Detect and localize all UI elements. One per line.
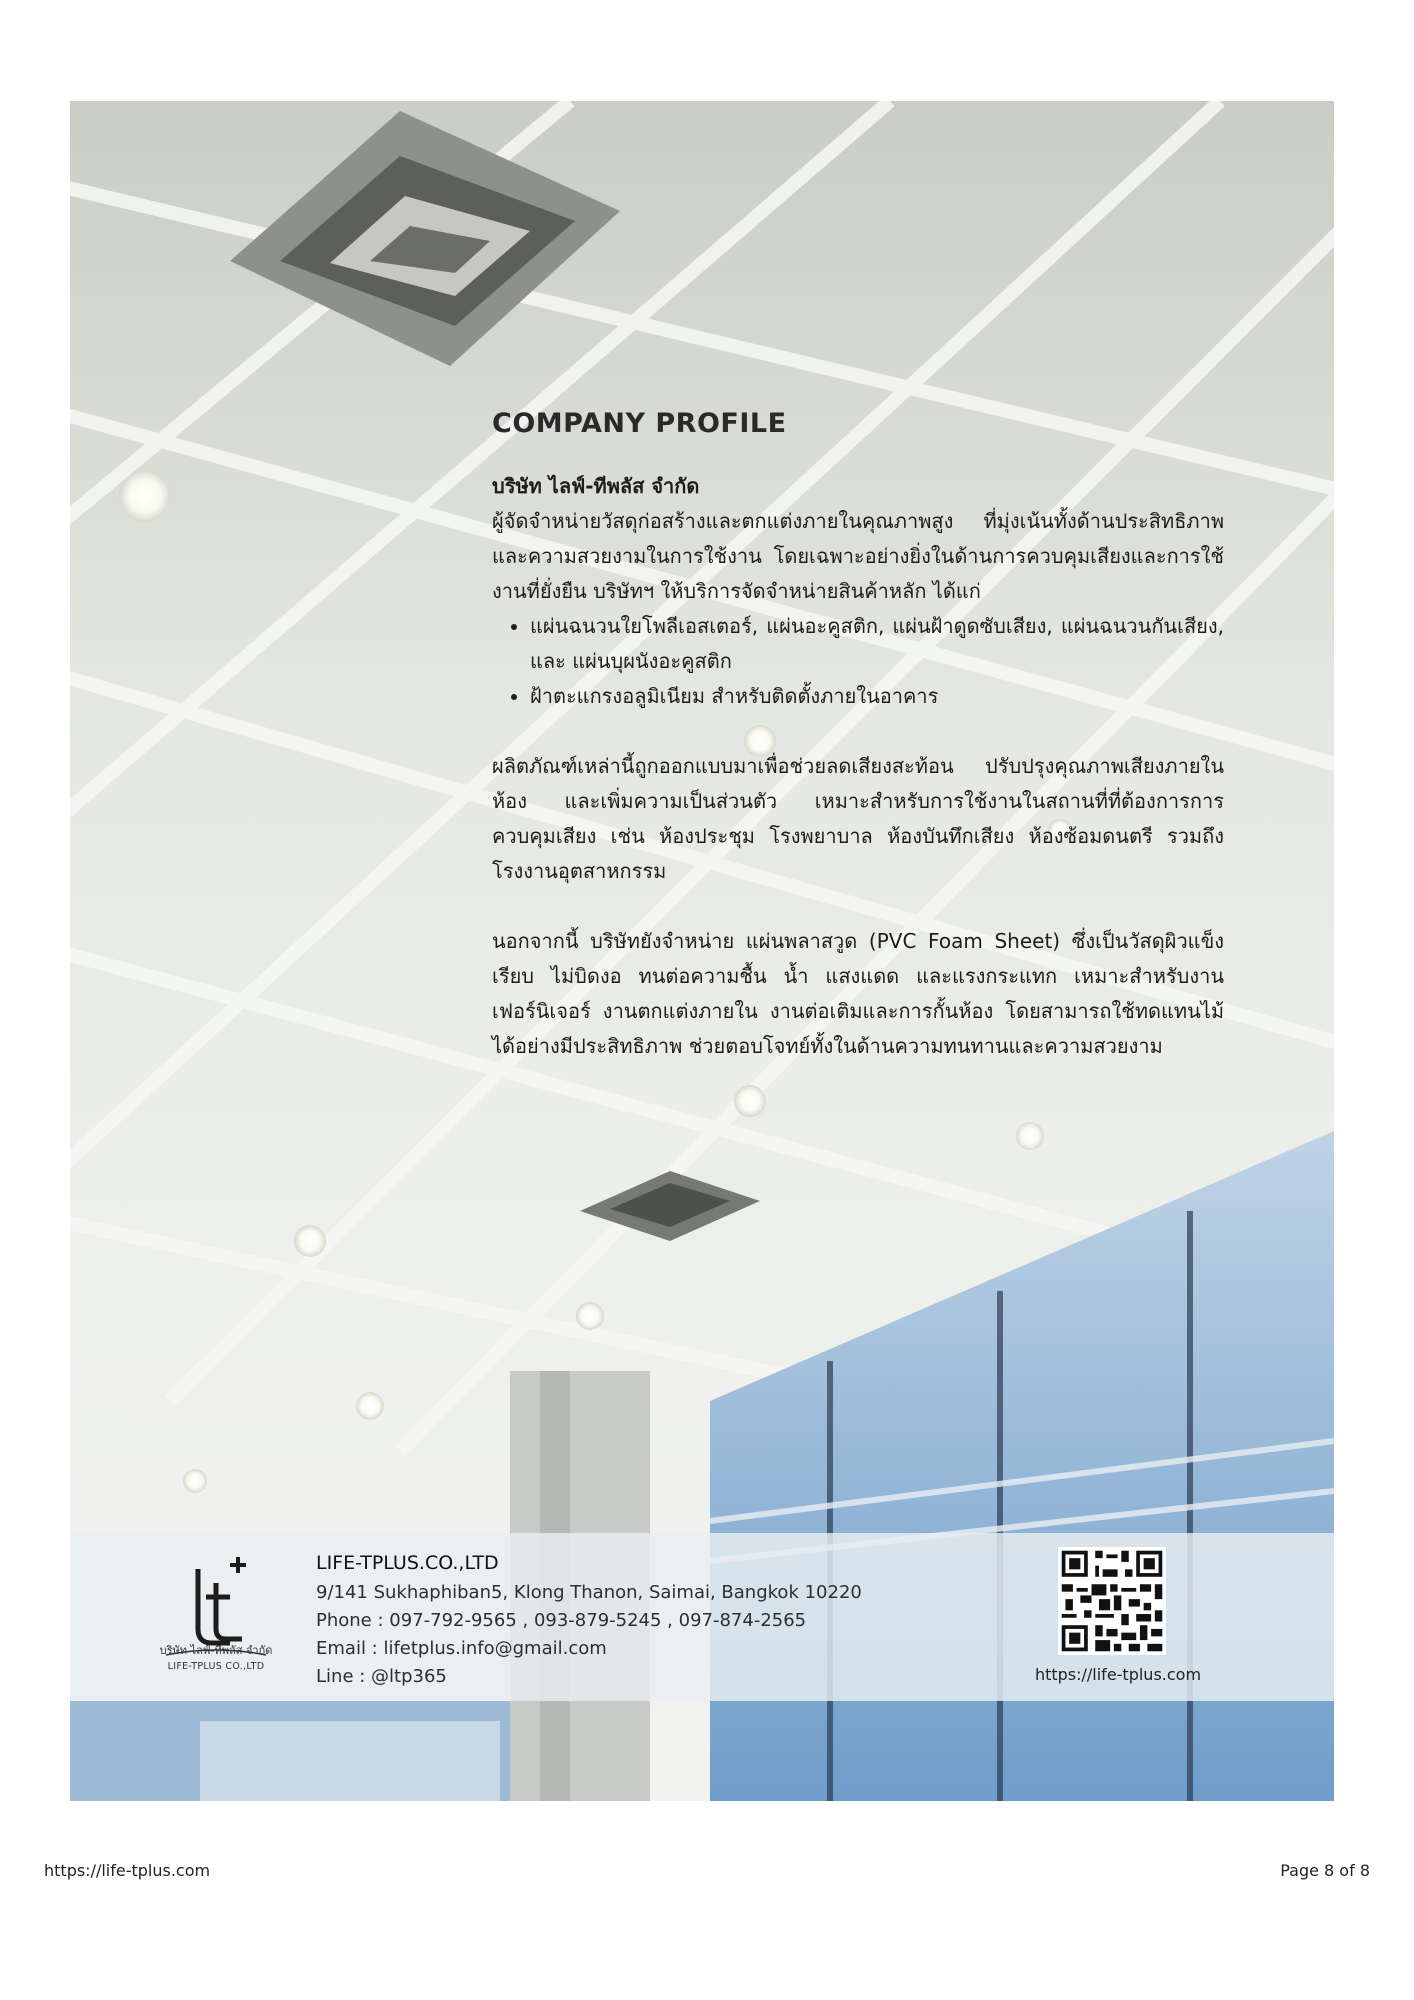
- list-item: • แผ่นฉนวนใยโพลีเอสเตอร์, แผ่นอะคูสติก, แผ่นฝ้าดูดซับเสียง, แผ่นฉนวนกันเสียง, และ แผ่นบุผนังอะคูสติก: [530, 609, 1224, 679]
- contact-line: Line : @ltp365: [316, 1666, 447, 1687]
- ceiling-light: [183, 1469, 207, 1493]
- qr-code[interactable]: [1058, 1547, 1166, 1655]
- ceiling-light: [576, 1302, 604, 1330]
- contact-address: 9/141 Sukhaphiban5, Klong Thanon, Saimai, Bangkok 10220: [316, 1582, 862, 1603]
- list-item: • ฝ้าตะแกรงอลูมิเนียม สำหรับติดตั้งภายในอาคาร: [530, 679, 1224, 714]
- product-list: [492, 609, 1224, 714]
- logo-text-thai: บริษัท ไลฟ์-ทีพลัส จำกัด: [159, 1644, 273, 1657]
- contact-band: [70, 1533, 1334, 1701]
- ceiling-light: [1016, 1122, 1044, 1150]
- qr-website-url[interactable]: https://life-tplus.com: [1034, 1665, 1202, 1684]
- logo-text-english: LIFE-TPLUS CO.,LTD: [167, 1661, 265, 1672]
- pvc-paragraph: นอกจากนี้ บริษัทยังจำหน่าย แผ่นพลาสวูด (PVC Foam Sheet) ซึ่งเป็นวัสดุผิวแข็งเรียบ ไม่บิดงอ ทนต่อความชื้น น้ำ แสงแดด และแรงกระแทก เหมาะสำหรับงานเฟอร์นิเจอร์ งานตกแต่งภายใน งานต่อเติมและการกั้นห้อง โดยสามารถใช้ทดแทนไม้ได้อย่างมีประสิทธิภาพ ช่วยตอบโจทย์ทั้งในด้านความทนทานและความสวยงาม: [492, 929, 1224, 1058]
- ceiling-light: [119, 470, 171, 522]
- ceiling-light: [294, 1225, 326, 1257]
- contact-company-name: LIFE-TPLUS.CO.,LTD: [316, 1552, 499, 1574]
- contact-phone: Phone : 097-792-9565 , 093-879-5245 , 097-874-2565: [316, 1610, 807, 1631]
- contact-email[interactable]: Email : lifetplus.info@gmail.com: [316, 1638, 607, 1659]
- footer-url[interactable]: https://life-tplus.com: [44, 1861, 211, 1880]
- cover-photo: [70, 101, 1334, 1801]
- contact-info: [316, 1549, 862, 1691]
- ceiling-light: [734, 1085, 766, 1117]
- company-name: บริษัท ไลฟ์-ทีพลัส จำกัด: [492, 474, 700, 498]
- company-profile: [492, 408, 1224, 1064]
- ceiling-light: [356, 1392, 384, 1420]
- page-number: Page 8 of 8: [1280, 1861, 1370, 1880]
- intro-paragraph: ผู้จัดจำหน่ายวัสดุก่อสร้างและตกแต่งภายในคุณภาพสูง ที่มุ่งเน้นทั้งด้านประสิทธิภาพและความสวยงามในการใช้งาน โดยเฉพาะอย่างยิ่งในด้านการควบคุมเสียงและการใช้งานที่ยั่งยืน บริษัทฯ ให้บริการจัดจำหน่ายสินค้าหลัก ได้แก่: [492, 509, 1224, 603]
- page-title: COMPANY PROFILE: [492, 408, 787, 439]
- products-paragraph: ผลิตภัณฑ์เหล่านี้ถูกออกแบบมาเพื่อช่วยลดเสียงสะท้อน ปรับปรุงคุณภาพเสียงภายในห้อง และเพิ่มความเป็นส่วนตัว เหมาะสำหรับการใช้งานในสถานที่ที่ต้องการการควบคุมเสียง เช่น ห้องประชุม โรงพยาบาล ห้องบันทึกเสียง ห้องซ้อมดนตรี รวมถึงโรงงานอุตสาหกรรม: [492, 754, 1224, 883]
